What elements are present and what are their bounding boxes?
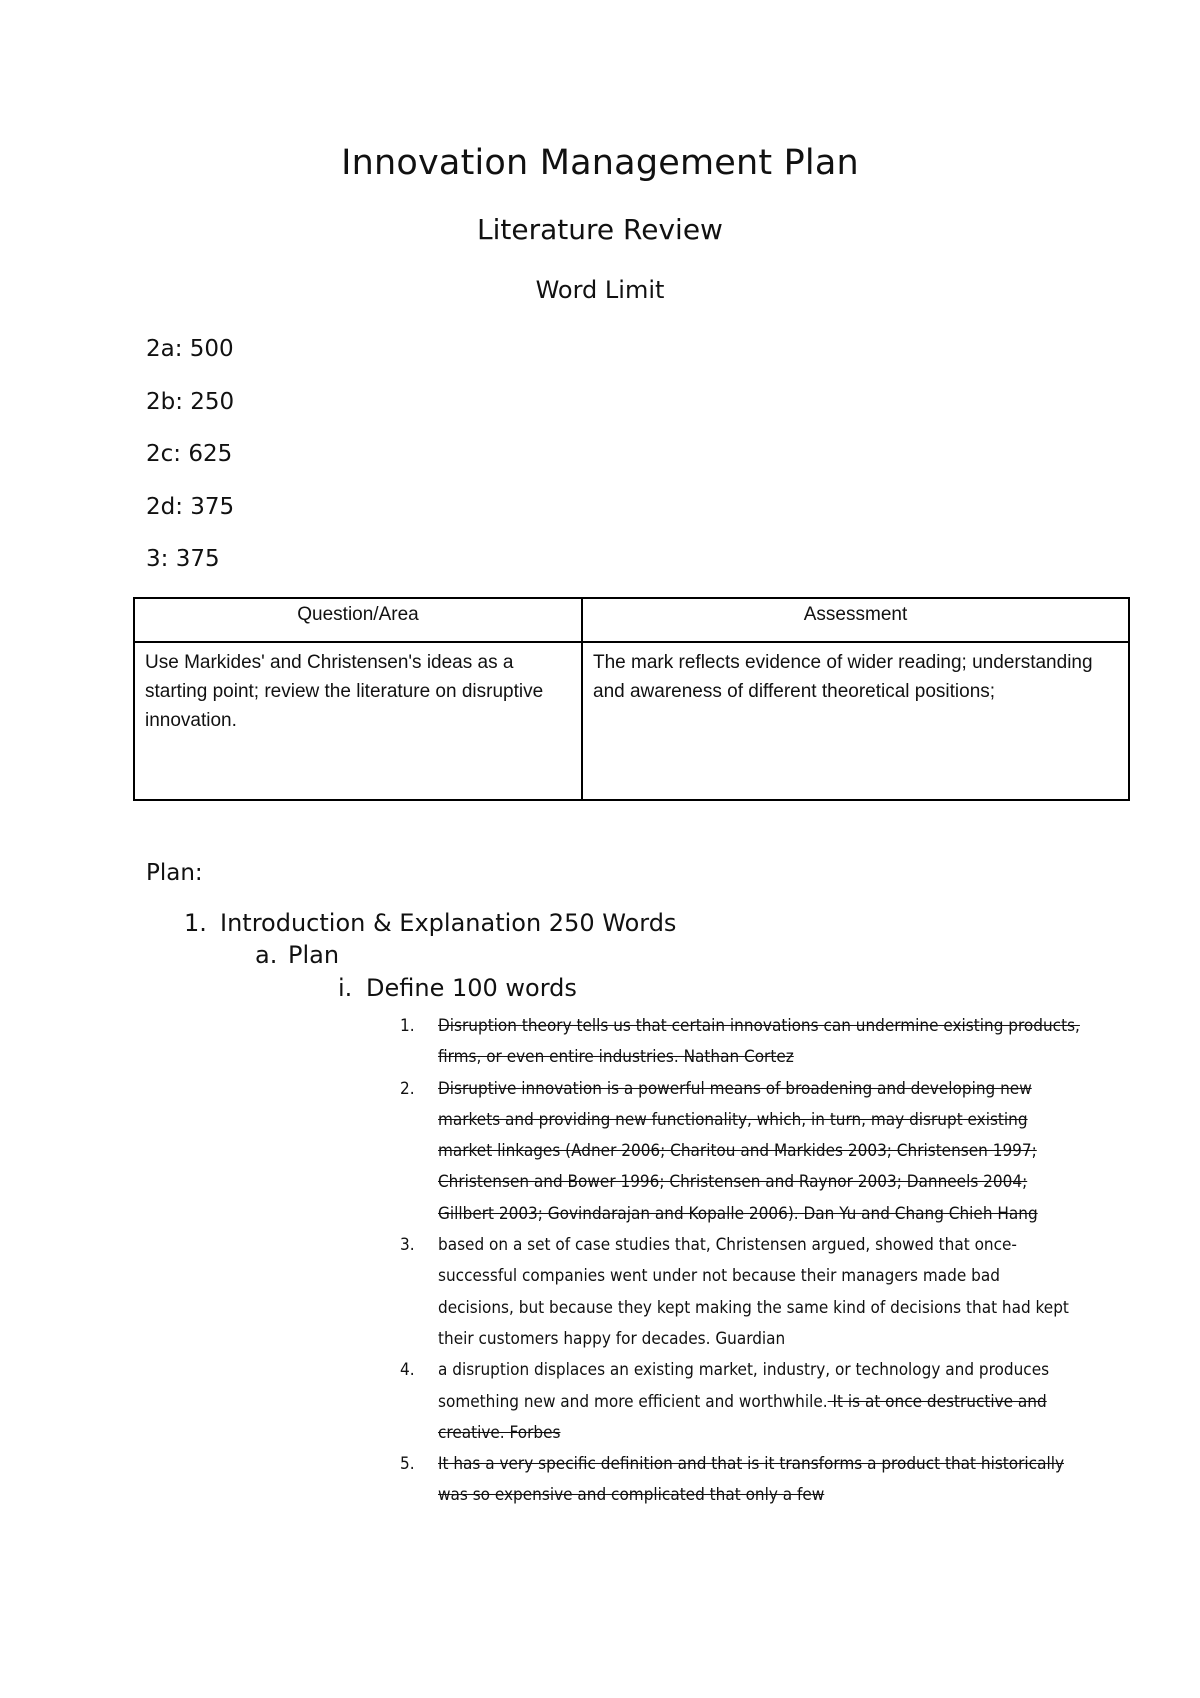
list-item-text: Introduction & Explanation 250 Words (220, 909, 677, 937)
word-limit-item: 2c: 625 (146, 441, 233, 467)
note-item (400, 1230, 1080, 1355)
note-item (400, 1074, 1080, 1230)
table-header-cell: Assessment (582, 598, 1129, 642)
note-text: Disruption theory tells us that certain innovations can undermine existing products, firms, or even entire industries. Nathan Cortez (438, 1016, 1080, 1068)
list-marker: i. (338, 974, 353, 1002)
note-number: 2. (400, 1078, 415, 1099)
plan-label: Plan: (146, 860, 203, 886)
document-subtitle: Literature Review (477, 213, 723, 246)
word-limit-item: 2d: 375 (146, 493, 235, 520)
table-row (134, 642, 1129, 800)
note-number: 3. (400, 1235, 415, 1256)
note-text: Disruptive innovation is a powerful means of broadening and developing new markets and providing new functionality, which, in turn, may disrupt existing market linkages (Adner 2006; Charitou and Markides 2003; Christensen 1997; Christensen and Bower 1996; Christensen and Raynor 2003; Danneels 2004; Gillbert 2003; Govindarajan and Kopalle 2006). Dan Yu and Chang Chieh Hang (438, 1078, 1038, 1224)
note-text: based on a set of case studies that, Christensen argued, showed that once-successful companies went under not because their managers made bad decisions, but because they kept making the same kind of decisions that had kept their customers happy for decades. Guardian (438, 1235, 1069, 1349)
list-marker: 1. (184, 909, 207, 937)
word-limit-item: 2a: 500 (146, 336, 234, 362)
note-item (400, 1011, 1080, 1074)
note-item (400, 1355, 1080, 1449)
word-limit-list (146, 334, 234, 597)
word-limit-heading: Word Limit (535, 276, 665, 304)
table-header-cell: Question/Area (134, 598, 582, 642)
note-number: 4. (400, 1360, 415, 1381)
table-cell: Use Markides' and Christensen's ideas as a starting point; review the literature on disruptive innovation. (134, 642, 582, 800)
plan-subsubitem (338, 974, 577, 1002)
note-text: It has a very specific definition and that is it transforms a product that historically was so expensive and complicated that only a few (438, 1454, 1065, 1506)
table-header-row (134, 598, 1129, 642)
plan-item-introduction (184, 909, 676, 937)
note-item (400, 1449, 1080, 1512)
note-number: 1. (400, 1016, 415, 1036)
table-cell: The mark reflects evidence of wider reading; understanding and awareness of different theoretical positions; (582, 642, 1129, 800)
plan-subitem (255, 941, 339, 969)
list-marker: a. (255, 941, 278, 969)
list-item-text: Define 100 words (366, 974, 577, 1002)
word-limit-item: 2b: 250 (146, 388, 235, 415)
assessment-table (133, 597, 1130, 801)
note-number: 5. (400, 1454, 415, 1475)
list-item-text: Plan (288, 941, 340, 969)
document-title: Innovation Management Plan (341, 143, 859, 183)
definition-notes (400, 1011, 1080, 1512)
note-text: a disruption displaces an existing market, industry, or technology and produces something new and more efficient and worthwhile. (438, 1360, 1050, 1412)
note-struck-text: It is at once destructive and creative. Forbes (438, 1391, 1047, 1443)
word-limit-item: 3: 375 (146, 546, 220, 572)
